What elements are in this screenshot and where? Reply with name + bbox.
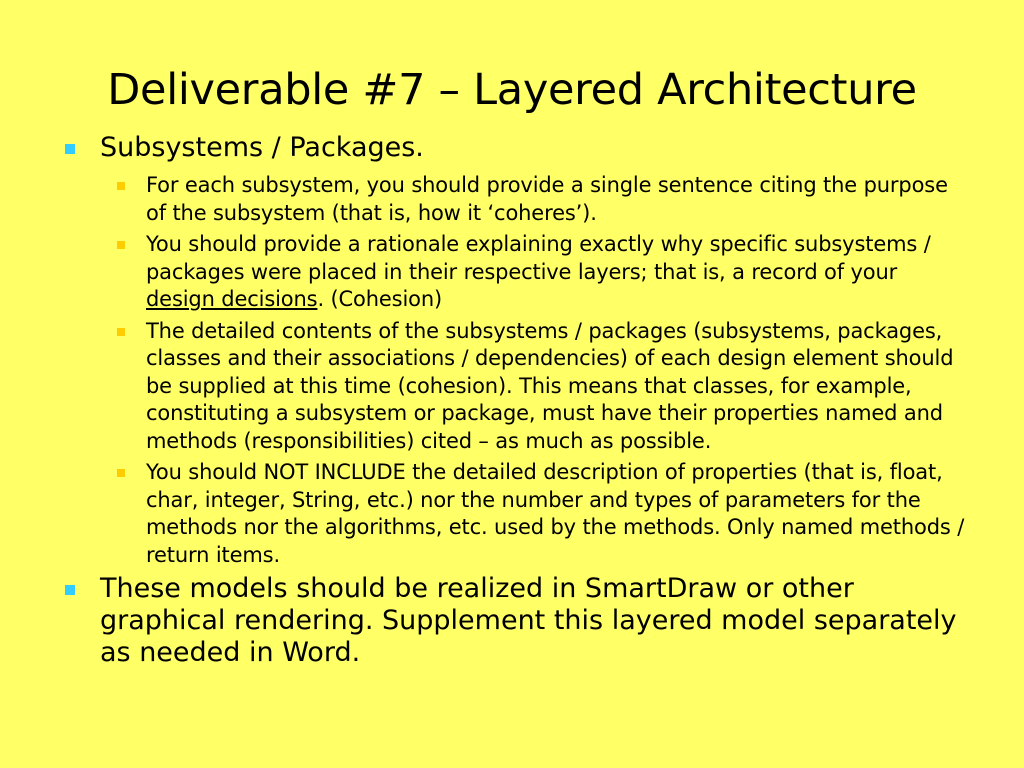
sub-bullet-list bbox=[100, 172, 972, 569]
sub-bullet-text: For each subsystem, you should provide a single sentence citing the purpose of the subsystem (that is, how it ‘coheres’). bbox=[146, 173, 948, 225]
square-bullet-icon bbox=[117, 241, 125, 249]
bullet-list bbox=[62, 132, 972, 669]
bullet-text: These models should be realized in SmartDraw or other graphical rendering. Supplement this layered model separately as needed in Word. bbox=[100, 573, 957, 668]
square-bullet-icon bbox=[117, 469, 125, 477]
square-bullet-icon bbox=[65, 585, 75, 595]
sub-bullet-item bbox=[100, 459, 972, 569]
sub-bullet-item bbox=[100, 172, 972, 227]
sub-bullet-text: You should NOT INCLUDE the detailed description of properties (that is, float, char, integer, String, etc.) nor the number and types of parameters for the methods nor the algorithms, etc. used by the methods. Only named methods / return items. bbox=[146, 460, 965, 567]
square-bullet-icon bbox=[117, 182, 125, 190]
sub-bullet-item bbox=[100, 231, 972, 314]
bullet-item bbox=[62, 132, 972, 569]
sub-bullet-text: You should provide a rationale explaining exactly why specific subsystems / packages were placed in their respective layers; that is, a record of your bbox=[146, 232, 931, 284]
sub-bullet-item bbox=[100, 318, 972, 456]
sub-bullet-text-tail: . (Cohesion) bbox=[317, 287, 443, 311]
slide-title: Deliverable #7 – Layered Architecture bbox=[107, 65, 917, 115]
square-bullet-icon bbox=[117, 328, 125, 336]
bullet-item bbox=[62, 573, 972, 669]
bullet-text: Subsystems / Packages. bbox=[100, 132, 424, 163]
square-bullet-icon bbox=[65, 144, 75, 154]
design-decisions-link[interactable]: design decisions bbox=[146, 287, 318, 311]
sub-bullet-text: The detailed contents of the subsystems / packages (subsystems, packages, classes and their associations / dependencies) of each design element should be supplied at this time (cohesion). This means that classes, for example, constituting a subsystem or package, must have their properties named and methods (responsibilities) cited – as much as possible. bbox=[146, 318, 954, 453]
